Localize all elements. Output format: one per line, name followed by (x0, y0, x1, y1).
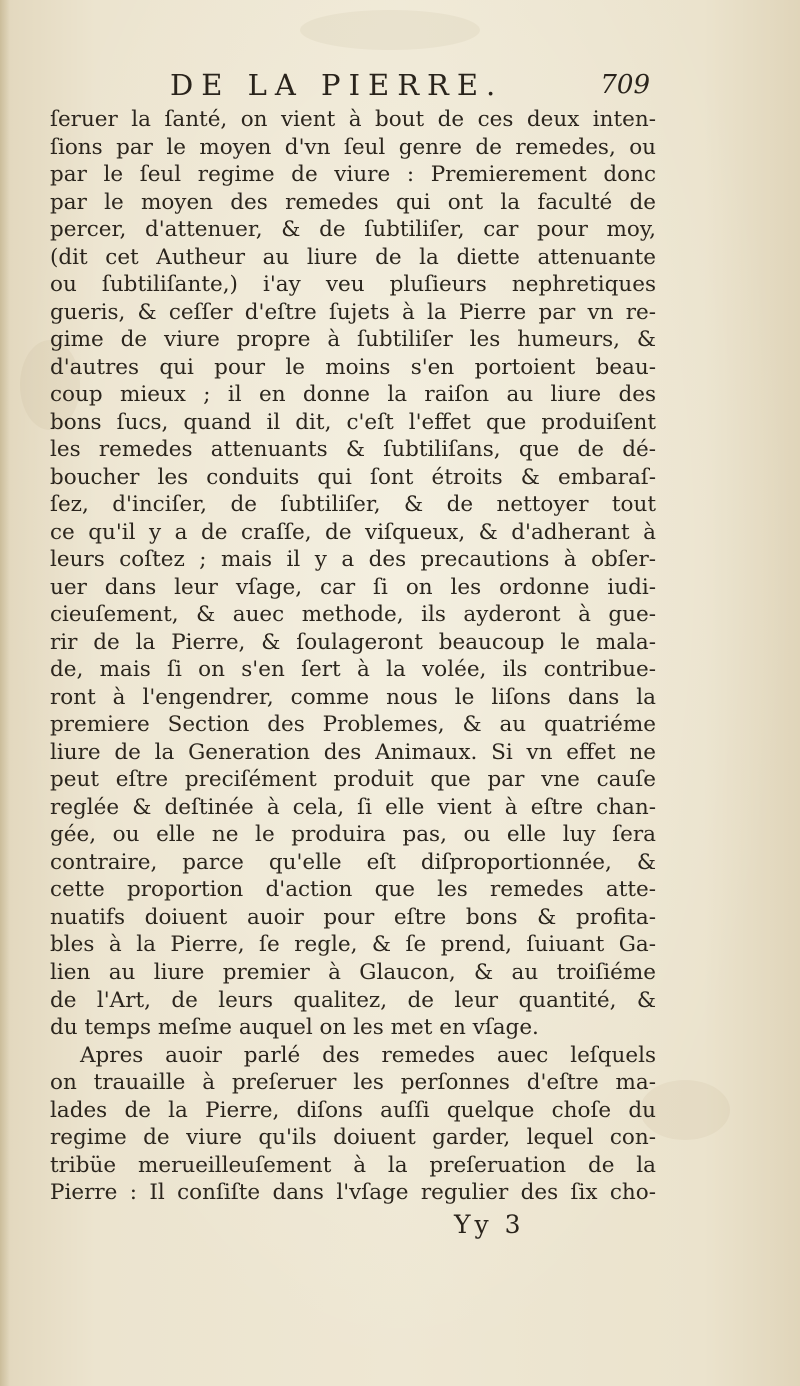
text-line: par le moyen des remedes qui ont la faculté de (50, 189, 656, 215)
text-line: de l'Art, de leurs qualitez, de leur quantité, & (50, 987, 656, 1013)
text-line: (dit cet Autheur au liure de la diette attenuante (50, 244, 656, 270)
text-line: peut eſtre preciſément produit que par vne cauſe (50, 767, 656, 793)
text-line: on trauaille à preſeruer les perſonnes d'eſtre ma- (50, 1070, 656, 1096)
text-line: percer, d'attenuer, & de ſubtiliſer, car pour moy, (50, 217, 656, 243)
text-line: d'autres qui pour le moins s'en portoient beau- (50, 354, 656, 380)
text-line: gueris, & ceſſer d'eſtre ſujets à la Pierre par vn re- (50, 299, 656, 325)
running-head: DE LA PIERRE. (170, 68, 504, 102)
text-line: liure de la Generation des Animaux. Si vn effet ne (50, 739, 656, 765)
text-line: boucher les conduits qui ſont étroits & embaraſ- (50, 464, 656, 490)
text-line: ront à l'engendrer, comme nous le liſons dans la (50, 684, 656, 710)
text-line: Pierre : Il conſiſte dans l'vſage regulier des ſix cho- (50, 1180, 656, 1206)
text-line: les remedes attenuants & ſubtiliſans, que de dé- (50, 437, 656, 463)
text-line: gime de viure propre à ſubtiliſer les humeurs, & (50, 327, 656, 353)
body-text (50, 106, 656, 1207)
text-line: cette proportion d'action que les remedes atte- (50, 877, 656, 903)
text-line: lien au liure premier à Glaucon, & au troiſiéme (50, 959, 656, 985)
text-line: ſions par le moyen d'vn ſeul genre de remedes, ou (50, 134, 656, 160)
text-line: reglée & deſtinée à cela, ſi elle vient à eſtre chan- (50, 794, 656, 820)
signature-mark: Yy 3 (454, 1210, 525, 1239)
text-line: gée, ou elle ne le produira pas, ou elle luy ſera (50, 822, 656, 848)
text-line: tribüe merueilleuſement à la preſeruation de la (50, 1152, 656, 1178)
text-line: ſeruer la ſanté, on vient à bout de ces deux inten- (50, 107, 656, 132)
page-edge-shadow (0, 0, 10, 1386)
text-line: bons ſucs, quand il dit, c'eſt l'effet que produiſent (50, 409, 656, 435)
text-line: par le ſeul regime de viure : Premierement donc (50, 162, 656, 188)
text-line: coup mieux ; il en donne la raiſon au liure des (50, 382, 656, 408)
text-line: ou ſubtiliſante,) i'ay veu pluſieurs nephretiques (50, 272, 656, 298)
text-line: nuatifs doiuent auoir pour eſtre bons & profita- (50, 904, 656, 930)
text-line: bles à la Pierre, ſe regle, & ſe prend, ſuiuant Ga- (50, 932, 656, 958)
text-line: rir de la Pierre, & ſoulageront beaucoup le mala- (50, 629, 656, 655)
text-line: ce qu'il y a de craſſe, de viſqueux, & d'adherant à (50, 519, 656, 545)
text-line: Apres auoir parlé des remedes auec leſquels (80, 1042, 656, 1068)
text-line: lades de la Pierre, diſons auſſi quelque choſe du (50, 1097, 656, 1123)
text-line: du temps meſme auquel on les met en vſage. (50, 1015, 539, 1041)
text-line: uer dans leur vſage, car ſi on les ordonne iudi- (50, 574, 656, 600)
text-line: regime de viure qu'ils doiuent garder, lequel con- (50, 1125, 656, 1151)
text-line: ſez, d'inciſer, de ſubtiliſer, & de nettoyer tout (50, 492, 656, 518)
page-number: 709 (600, 70, 650, 100)
text-line: de, mais ſi on s'en ſert à la volée, ils contribue- (50, 657, 656, 683)
page-header (50, 68, 656, 108)
text-line: contraire, parce qu'elle eſt diſproportionnée, & (50, 849, 656, 875)
text-line: cieuſement, & auec methode, ils ayderont à gue- (50, 602, 656, 628)
text-line: premiere Section des Problemes, & au quatriéme (50, 712, 656, 738)
paper-stain (300, 10, 480, 50)
text-line: leurs coſtez ; mais il y a des precautions à obſer- (50, 547, 656, 573)
